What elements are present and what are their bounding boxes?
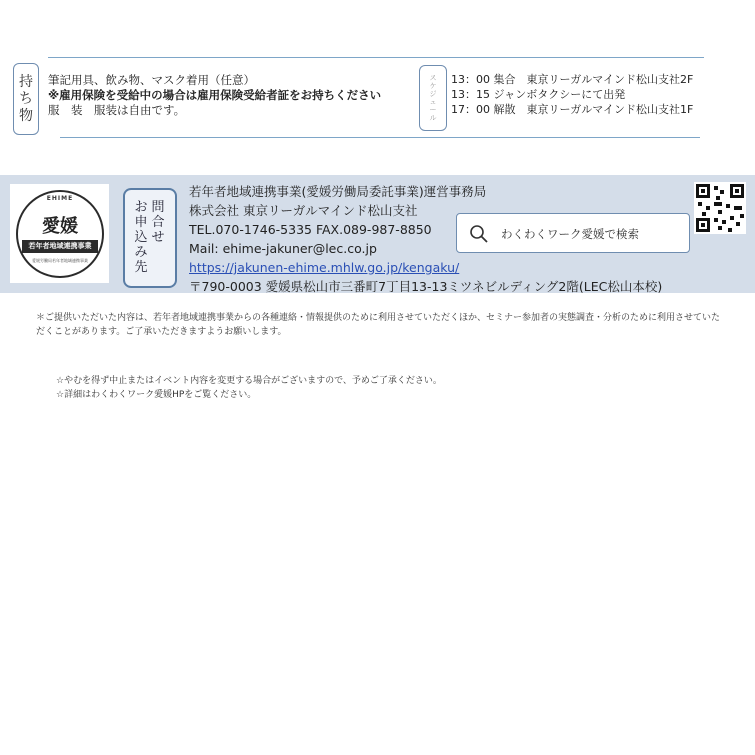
logo-seal xyxy=(16,190,104,278)
search-icon xyxy=(469,224,489,244)
search-text: わくわくワーク愛媛で検索 xyxy=(501,227,639,241)
belongings-line: 筆記用具、飲み物、マスク着用（任意） xyxy=(48,73,255,87)
schedule-label-char: ル xyxy=(429,114,437,122)
company-name: 株式会社 東京リーガルマインド松山支社 xyxy=(189,203,418,218)
schedule-item: 17：00 解散 東京リーガルマインド松山支社1F xyxy=(451,103,694,116)
phone-fax: TEL.070-1746-5335 FAX.089-987-8850 xyxy=(189,222,432,237)
apply-char: 問 xyxy=(151,200,165,215)
apply-char: み xyxy=(134,245,148,260)
notice-item: ☆やむを得ず中止またはイベント内容を変更する場合がございますので、予めご了承ください。 xyxy=(56,376,442,386)
belongings-label-char: 持 xyxy=(19,73,33,90)
bottom-divider xyxy=(60,137,700,138)
logo-top-text: EHIME xyxy=(46,195,74,202)
apply-char: せ xyxy=(151,230,165,245)
schedule-label-char: ジ xyxy=(429,90,437,98)
office-name: 若年者地域連携事業(愛媛労働局委託事業)運営事務局 xyxy=(189,184,487,199)
apply-contact-label xyxy=(123,188,177,288)
schedule-item: 13：00 集合 東京リーガルマインド松山支社2F xyxy=(451,73,694,86)
qr-code-icon xyxy=(694,182,746,234)
website-link[interactable]: https://jakunen-ehime.mhlw.go.jp/kengaku/ xyxy=(189,260,460,275)
schedule-list xyxy=(451,72,693,117)
schedule-label-char: ケ xyxy=(429,82,437,90)
search-box[interactable] xyxy=(456,213,690,253)
schedule-label-char: ー xyxy=(429,106,437,114)
belongings-label-char: ち xyxy=(19,90,33,107)
logo-bar-text: 若年者地域連携事業 xyxy=(22,240,98,253)
wakuwaku-logo xyxy=(10,184,109,283)
apply-label-col2 xyxy=(134,200,148,275)
logo-small-text: 愛媛労働局若年者地域連携事業 xyxy=(32,258,88,263)
schedule-label-box xyxy=(419,65,447,131)
apply-char: お xyxy=(134,200,148,215)
apply-char: 申 xyxy=(134,215,148,230)
qr-code[interactable] xyxy=(694,182,746,234)
email: Mail: ehime-jakuner@lec.co.jp xyxy=(189,241,377,256)
schedule-label-char: ス xyxy=(429,74,437,82)
belongings-insurance-note: ※雇用保険を受給中の場合は雇用保険受給者証をお持ちください xyxy=(48,88,382,102)
schedule-label-char: ュ xyxy=(429,98,437,106)
logo-main-text: 愛媛 xyxy=(42,216,78,237)
belongings-label-box xyxy=(13,63,39,135)
top-divider xyxy=(48,57,704,58)
belongings-list xyxy=(48,73,418,118)
apply-char: 込 xyxy=(134,230,148,245)
address: 〒790-0003 愛媛県松山市三番町7丁目13-13ミツネビルディング2階(LEC松山本校) xyxy=(189,279,663,294)
notices xyxy=(56,374,442,402)
apply-char: 合 xyxy=(151,215,165,230)
apply-label-col1 xyxy=(151,200,165,245)
dress-code: 服 装 服装は自由です。 xyxy=(48,103,186,117)
belongings-label-char: 物 xyxy=(19,107,33,124)
schedule-item: 13：15 ジャンボタクシーにて出発 xyxy=(451,88,626,101)
privacy-note: ＊ご提供いただいた内容は、若年者地域連携事業からの各種連絡・情報提供のために利用させていただくほか、セミナー参加者の実態調査・分析のために利用させていただくことがあります。ご了承いただきますようお願いします。 xyxy=(36,313,721,337)
notice-item: ☆詳細はわくわくワーク愛媛HPをご覧ください。 xyxy=(56,390,257,400)
apply-char: 先 xyxy=(134,260,148,275)
